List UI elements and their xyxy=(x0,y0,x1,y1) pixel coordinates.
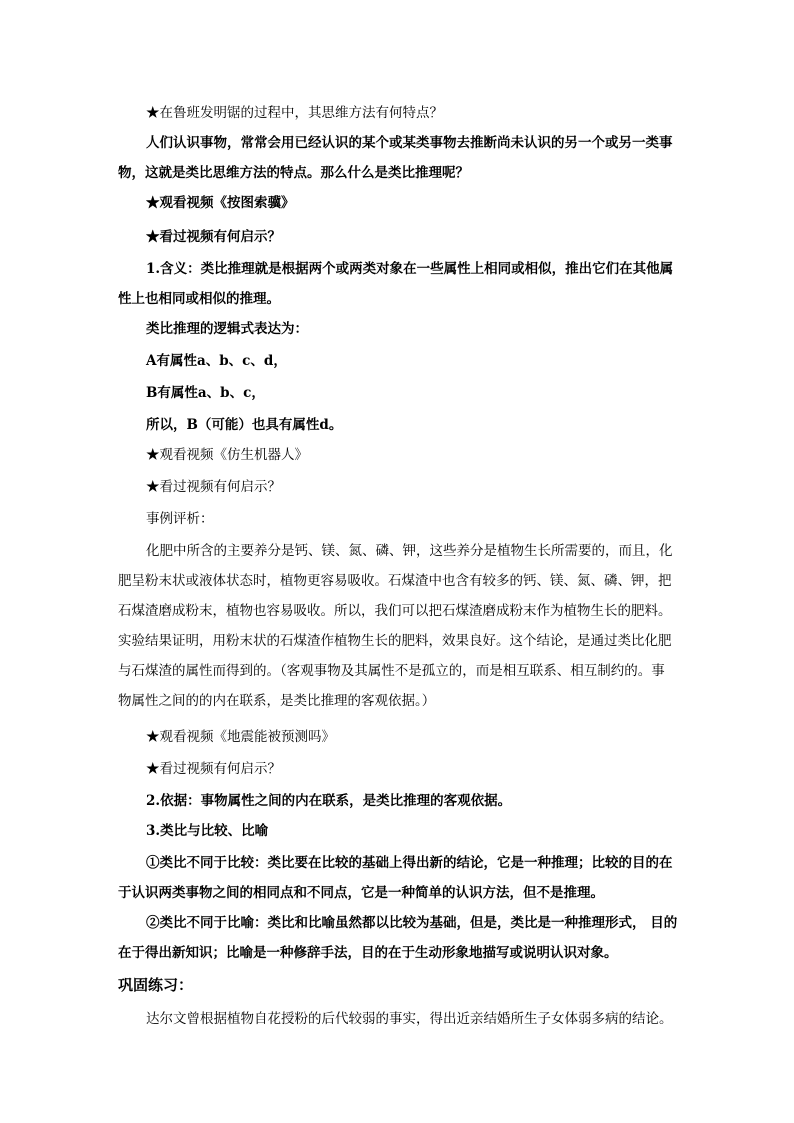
question-lu-ban: ★在鲁班发明锯的过程中，其思维方法有何特点？ xyxy=(146,105,443,121)
fertilizer-case-paragraph: 化肥中所含的主要养分是钙、镁、氮、磷、钾，这些养分是植物生长所需要的，而且，化肥呈粉末状或液体状态时，植物更容易吸收。石煤渣中也含有较多的钙、镁、氮、磷、钾，把石煤渣磨成粉末，植物也容易吸收。所以，我们可以把石煤渣磨成粉末作为植物生长的肥料。实验结果证明，用粉末状的石煤渣作植物生长的肥料，效果良好。这个结论，是通过类比化肥与石煤渣的属性而得到的。（客观事物及其属性不是孤立的，而是相互联系、相互制约的。事物属性之间的的内在联系，是类比推理的客观依据。） xyxy=(118,543,673,709)
analogy-vs-comparison: ①类比不同于比较：类比要在比较的基础上得出新的结论，它是一种推理；比较的目的在于认识两类事物之间的相同点和不同点，它是一种简单的认识方法，但不是推理。 xyxy=(118,855,673,901)
basis-paragraph: 2.依据：事物属性之间的内在联系，是类比推理的客观依据。 xyxy=(146,793,512,809)
logic-line-b: B有属性a、b、c， xyxy=(146,385,265,401)
definition-paragraph: 1.含义：类比推理就是根据两个或两类对象在一些属性上相同或相似，推出它们在其他属性上也相同或相似的推理。 xyxy=(118,261,674,307)
inspiration-question-1: ★看过视频有何启示？ xyxy=(146,229,281,245)
comparison-heading: 3.类比与比较、比喻 xyxy=(146,823,269,839)
practice-heading: 巩固练习： xyxy=(118,976,194,994)
practice-question: 达尔文曾根据植物自花授粉的后代较弱的事实，得出近亲结婚所生子女体弱多病的结论。 xyxy=(146,1011,673,1027)
logic-line-a: A有属性a、b、c、d， xyxy=(146,353,287,369)
logic-conclusion: 所以，B（可能）也具有属性d。 xyxy=(146,417,343,433)
analogy-vs-metaphor: ②类比不同于比喻：类比和比喻虽然都以比较为基础，但是，类比是一种推理形式， 目的在于得出新知识；比喻是一种修辞手法，目的在于生动形象地描写或说明认识对象。 xyxy=(118,915,678,961)
case-analysis-label: 事例评析： xyxy=(146,511,214,527)
inspiration-question-2: ★看过视频有何启示？ xyxy=(146,479,281,495)
analogy-thinking-paragraph: 人们认识事物，常常会用已经认识的某个或某类事物去推断尚未认识的另一个或另一类事物，这就是类比思维方法的特点。那么什么是类比推理呢？ xyxy=(118,135,673,181)
logic-formula-intro: 类比推理的逻辑式表达为： xyxy=(146,321,308,337)
watch-video-2: ★观看视频《仿生机器人》 xyxy=(146,447,308,463)
watch-video-1: ★观看视频《按图索骥》 xyxy=(146,195,295,211)
watch-video-3: ★观看视频《地震能被预测吗》 xyxy=(146,729,335,745)
inspiration-question-3: ★看过视频有何启示？ xyxy=(146,761,281,777)
